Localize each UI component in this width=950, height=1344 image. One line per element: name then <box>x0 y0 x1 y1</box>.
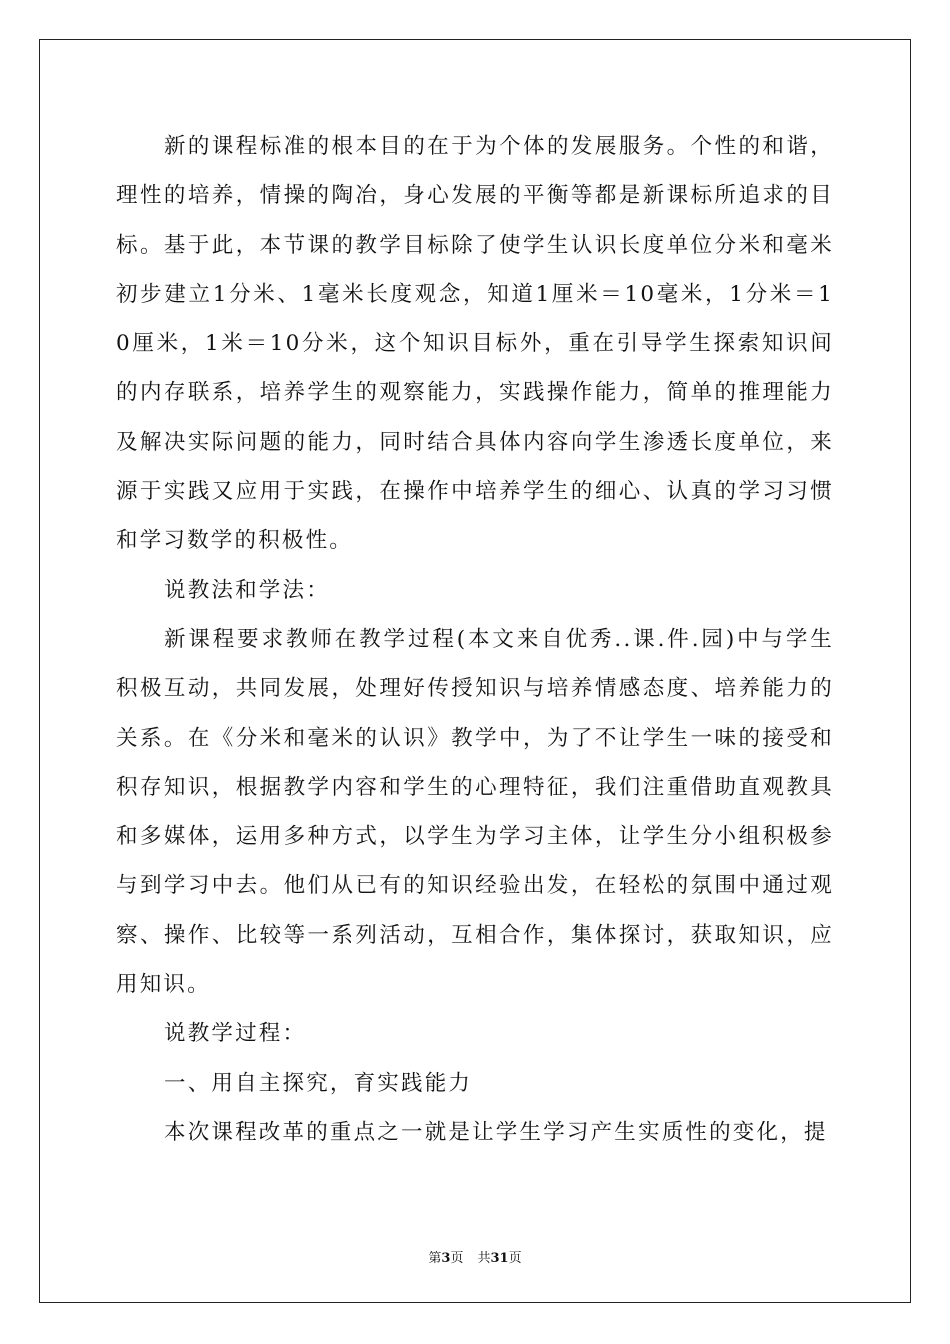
footer-page-suffix: 页 <box>450 1251 464 1266</box>
document-body <box>116 122 834 1157</box>
paragraph-methods: 新课程要求教师在教学过程(本文来自优秀..课.件.园)中与学生积极互动，共同发展，处理好传授知识与培养情感态度、培养能力的关系。在《分米和毫米的认识》教学中，为了不让学生一味的接受和积存知识，根据教学内容和学生的心理特征，我们注重借助直观教具和多媒体，运用多种方式，以学生为学习主体，让学生分小组积极参与到学习中去。他们从已有的知识经验出发，在轻松的氛围中通过观察、操作、比较等一系列活动，互相合作，集体探讨，获取知识，应用知识。 <box>116 626 834 998</box>
page-footer <box>0 1247 950 1266</box>
paragraph-goals: 新的课程标准的根本目的在于为个体的发展服务。个性的和谐，理性的培养，情操的陶冶，身心发展的平衡等都是新课标所追求的目标。基于此，本节课的教学目标除了使学生认识长度单位分米和毫米初步建立1分米、1毫米长度观念，知道1厘米＝10毫米，1分米＝10厘米，1米＝10分米，这个知识目标外，重在引导学生探索知识间的内存联系，培养学生的观察能力，实践操作能力，简单的推理能力及解决实际问题的能力，同时结合具体内容向学生渗透长度单位，来源于实践又应用于实践，在操作中培养学生的细心、认真的学习习惯和学习数学的积极性。 <box>116 134 834 554</box>
footer-page-number: 3 <box>441 1251 451 1266</box>
footer-page-prefix: 第 <box>428 1251 442 1266</box>
heading-teaching-methods: 说教法和学法： <box>164 577 330 603</box>
footer-total-number: 31 <box>490 1251 509 1266</box>
footer-total-prefix: 共 <box>477 1251 491 1266</box>
heading-teaching-process: 说教学过程： <box>164 1021 307 1047</box>
footer-total-suffix: 页 <box>508 1251 522 1266</box>
paragraph-reform: 本次课程改革的重点之一就是让学生学习产生实质性的变化，提 <box>164 1119 828 1145</box>
heading-section-one: 一、用自主探究，育实践能力 <box>164 1070 473 1096</box>
